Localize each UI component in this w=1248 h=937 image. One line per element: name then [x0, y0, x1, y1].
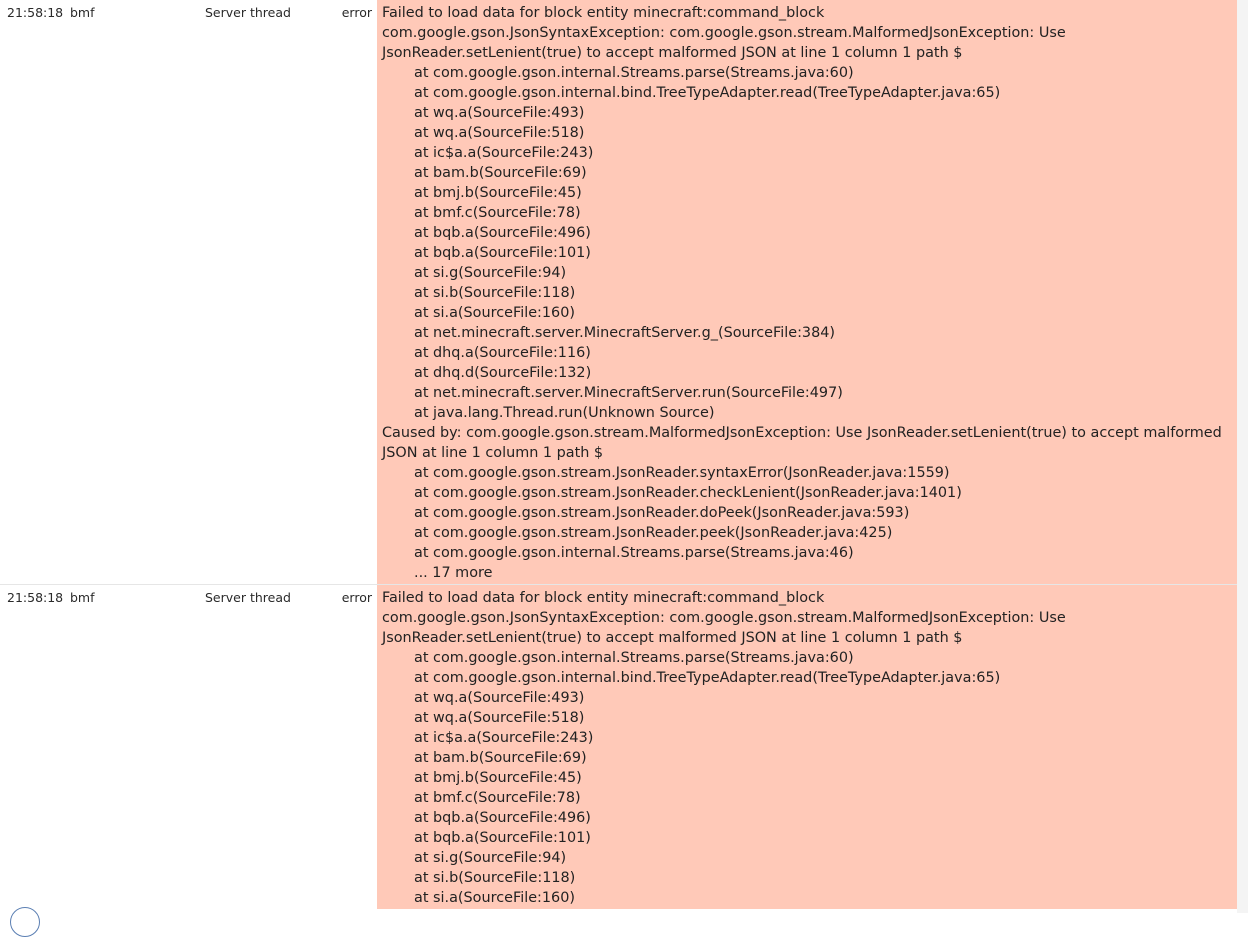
log-thread: Server thread — [205, 590, 291, 605]
stack-trace-line: at net.minecraft.server.MinecraftServer.run(SourceFile:497) — [414, 385, 843, 401]
stack-trace-line: at bqb.a(SourceFile:101) — [414, 245, 591, 261]
scrollbar[interactable] — [1237, 0, 1248, 913]
stack-trace-line: at net.minecraft.server.MinecraftServer.g_(SourceFile:384) — [414, 325, 836, 341]
stack-trace-line: at si.b(SourceFile:118) — [414, 870, 576, 886]
log-time: 21:58:18 — [7, 590, 64, 605]
stack-trace-line: at bmj.b(SourceFile:45) — [414, 185, 582, 201]
stack-trace-line: at bqb.a(SourceFile:101) — [414, 830, 591, 846]
stack-trace-line: at si.b(SourceFile:118) — [414, 285, 576, 301]
log-message — [377, 0, 1237, 584]
message-line: JsonReader.setLenient(true) to accept malformed JSON at line 1 column 1 path $ — [382, 630, 963, 646]
stack-trace-line: at bmj.b(SourceFile:45) — [414, 770, 582, 786]
stack-trace-line: at com.google.gson.stream.JsonReader.doPeek(JsonReader.java:593) — [414, 505, 910, 521]
status-indicator-icon — [10, 907, 40, 937]
stack-trace-line: at wq.a(SourceFile:493) — [414, 105, 585, 121]
stack-trace-line: at si.a(SourceFile:160) — [414, 890, 575, 906]
stack-trace-line: at com.google.gson.internal.Streams.parse(Streams.java:60) — [414, 65, 854, 81]
message-line: com.google.gson.JsonSyntaxException: com.google.gson.stream.MalformedJsonException: Use — [382, 610, 1066, 626]
message-line: Failed to load data for block entity minecraft:command_block — [382, 590, 825, 606]
stack-trace-line: at bam.b(SourceFile:69) — [414, 750, 587, 766]
stack-trace-line: at com.google.gson.stream.JsonReader.checkLenient(JsonReader.java:1401) — [414, 485, 962, 501]
message-line: JsonReader.setLenient(true) to accept malformed JSON at line 1 column 1 path $ — [382, 45, 963, 61]
stack-trace-line: at com.google.gson.internal.bind.TreeTypeAdapter.read(TreeTypeAdapter.java:65) — [414, 670, 1001, 686]
stack-trace-line: ... 17 more — [414, 565, 493, 581]
stack-trace-line: at com.google.gson.stream.JsonReader.syntaxError(JsonReader.java:1559) — [414, 465, 950, 481]
message-line: com.google.gson.JsonSyntaxException: com.google.gson.stream.MalformedJsonException: Use — [382, 25, 1066, 41]
stack-trace-line: at dhq.d(SourceFile:132) — [414, 365, 592, 381]
stack-trace-line: at wq.a(SourceFile:493) — [414, 690, 585, 706]
stack-trace-line: at wq.a(SourceFile:518) — [414, 710, 585, 726]
stack-trace-line: at com.google.gson.internal.bind.TreeTypeAdapter.read(TreeTypeAdapter.java:65) — [414, 85, 1001, 101]
stack-trace-line: at si.g(SourceFile:94) — [414, 265, 567, 281]
stack-trace-line: at ic$a.a(SourceFile:243) — [414, 145, 594, 161]
message-line: Failed to load data for block entity minecraft:command_block — [382, 5, 825, 21]
stack-trace-line: at com.google.gson.internal.Streams.parse(Streams.java:60) — [414, 650, 854, 666]
stack-trace-line: at bmf.c(SourceFile:78) — [414, 790, 581, 806]
stack-trace-line: at bam.b(SourceFile:69) — [414, 165, 587, 181]
log-message — [377, 585, 1237, 909]
stack-trace-line: at wq.a(SourceFile:518) — [414, 125, 585, 141]
log-source: bmf — [70, 5, 95, 20]
message-line: JSON at line 1 column 1 path $ — [382, 445, 604, 461]
log-row[interactable] — [0, 584, 1248, 909]
message-line: Caused by: com.google.gson.stream.MalformedJsonException: Use JsonReader.setLenient(true) to accept malformed — [382, 425, 1222, 441]
stack-trace-line: at dhq.a(SourceFile:116) — [414, 345, 591, 361]
stack-trace-line: at ic$a.a(SourceFile:243) — [414, 730, 594, 746]
log-level: error — [341, 590, 372, 605]
stack-trace-line: at si.a(SourceFile:160) — [414, 305, 575, 321]
log-time: 21:58:18 — [7, 5, 64, 20]
stack-trace-line: at com.google.gson.internal.Streams.parse(Streams.java:46) — [414, 545, 854, 561]
log-thread: Server thread — [205, 5, 291, 20]
stack-trace-line: at si.g(SourceFile:94) — [414, 850, 567, 866]
log-source: bmf — [70, 590, 95, 605]
stack-trace-line: at bmf.c(SourceFile:78) — [414, 205, 581, 221]
stack-trace-line: at com.google.gson.stream.JsonReader.peek(JsonReader.java:425) — [414, 525, 893, 541]
stack-trace-line: at bqb.a(SourceFile:496) — [414, 225, 591, 241]
stack-trace-line: at java.lang.Thread.run(Unknown Source) — [414, 405, 715, 421]
log-level: error — [341, 5, 372, 20]
stack-trace-line: at bqb.a(SourceFile:496) — [414, 810, 591, 826]
